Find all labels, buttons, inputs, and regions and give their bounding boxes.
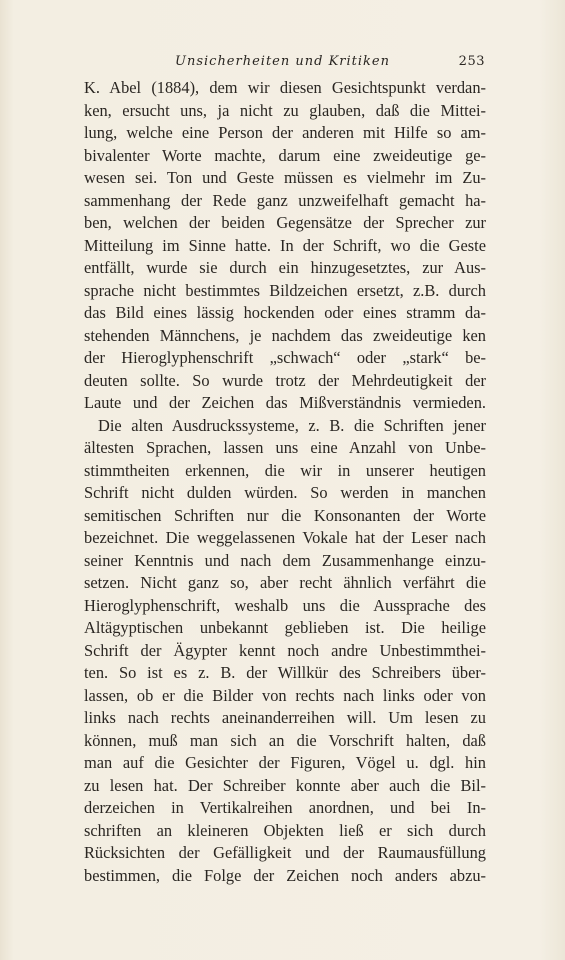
text-line: sprache nicht bestimmtes Bildzeichen ersetzt, z.B. durch [84, 280, 486, 300]
text-line-paragraph-start: Die alten Ausdruckssysteme, z. B. die Schriften jener [98, 415, 486, 435]
text-line: Hieroglyphenschrift, weshalb uns die Aussprache des [84, 595, 486, 615]
text-line: stimmtheiten erkennen, die wir in unserer heutigen [84, 460, 486, 480]
text-line: ältesten Sprachen, lassen uns eine Anzahl von Unbe- [84, 438, 486, 457]
text-line: man auf die Gesichter der Figuren, Vögel u. dgl. hin [84, 753, 486, 772]
text-line: Schrift nicht dulden würden. So werden in manchen [84, 483, 486, 502]
text-line: setzen. Nicht ganz so, aber recht ähnlich verfährt die [84, 573, 486, 592]
running-title: Unsicherheiten und Kritiken [175, 54, 390, 69]
text-line: zu lesen hat. Der Schreiber konnte aber auch die Bil- [84, 775, 486, 795]
text-line: wesen sei. Ton und Geste müssen es vielmehr im Zu- [84, 168, 486, 187]
text-line: ten. So ist es z. B. der Willkür des Schreibers über- [84, 663, 486, 682]
text-line: Laute und der Zeichen das Mißverständnis vermieden. [84, 393, 486, 412]
body-text [84, 77, 486, 887]
text-line: seiner Kenntnis und nach dem Zusammenhange einzu- [84, 550, 486, 570]
page-number: 253 [458, 54, 485, 69]
text-line: können, muß man sich an die Vorschrift halten, daß [84, 730, 486, 750]
text-line: sammenhang der Rede ganz unzweifelhaft gemacht ha- [84, 190, 486, 210]
text-line: das Bild eines lässig hockenden oder eines stramm da- [84, 303, 486, 322]
running-head [0, 53, 565, 73]
text-line: Rücksichten der Gefälligkeit und der Raumausfüllung [84, 843, 486, 862]
text-line: ben, welchen der beiden Gegensätze der Sprecher zur [84, 213, 486, 232]
text-line: stehenden Männchens, je nachdem das zweideutige ken [84, 325, 486, 345]
text-line: schriften an kleineren Objekten ließ er sich durch [84, 820, 486, 840]
text-line: bestimmen, die Folge der Zeichen noch anders abzu- [84, 865, 486, 885]
text-line: der Hieroglyphenschrift „schwach“ oder „stark“ be- [84, 348, 486, 367]
text-line: ken, ersucht uns, ja nicht zu glauben, daß die Mittei- [84, 100, 486, 120]
text-line: deuten sollte. So wurde trotz der Mehrdeutigkeit der [84, 370, 486, 390]
text-line: semitischen Schriften nur die Konsonanten der Worte [84, 505, 486, 525]
text-line: entfällt, wurde sie durch ein hinzugesetztes, zur Aus- [84, 258, 486, 277]
text-line: Altägyptischen unbekannt geblieben ist. Die heilige [84, 618, 486, 637]
text-line: links nach rechts aneinanderreihen will. Um lesen zu [84, 708, 486, 727]
text-line: lassen, ob er die Bilder von rechts nach links oder von [84, 685, 486, 705]
text-line: lung, welche eine Person der anderen mit Hilfe so am- [84, 123, 486, 142]
text-line: bezeichnet. Die weggelassenen Vokale hat der Leser nach [84, 528, 486, 547]
text-line: bivalenter Worte machte, darum eine zweideutige ge- [84, 145, 486, 165]
text-line: Schrift der Ägypter kennt noch andre Unbestimmthei- [84, 640, 486, 660]
text-line: K. Abel (1884), dem wir diesen Gesichtspunkt verdan- [84, 78, 486, 97]
text-line: derzeichen in Vertikalreihen anordnen, und bei In- [84, 798, 486, 817]
text-line: Mitteilung im Sinne hatte. In der Schrift, wo die Geste [84, 235, 486, 255]
